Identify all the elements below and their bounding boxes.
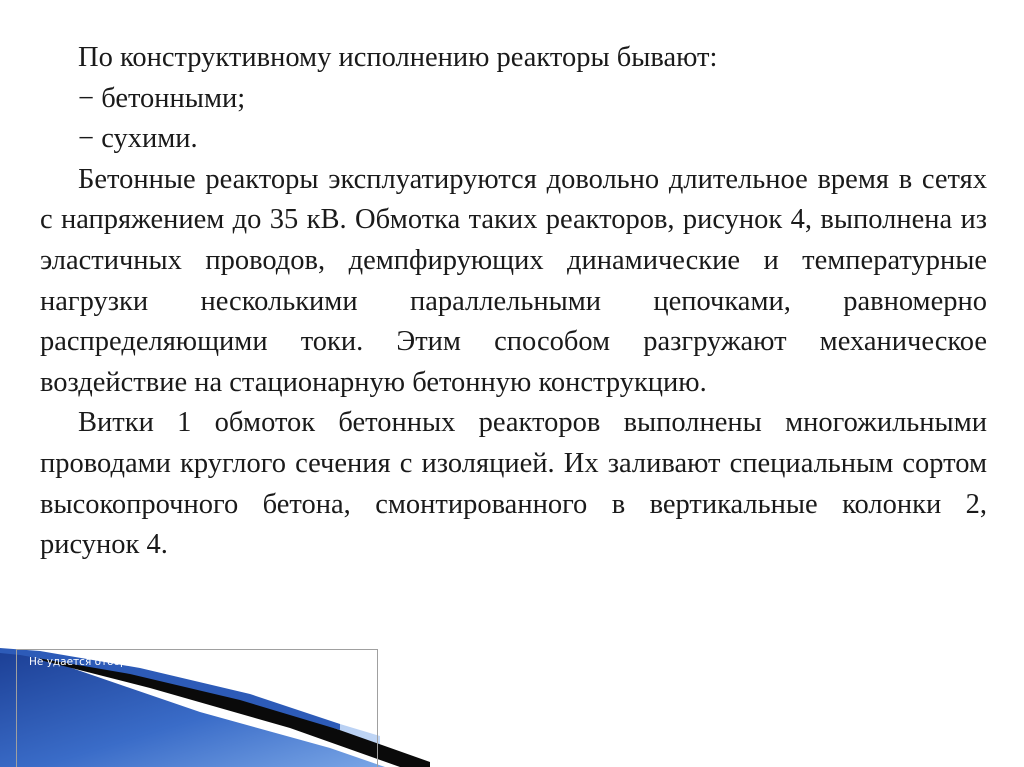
paragraph-concrete-reactors: Бетонные реакторы эксплуатируются довольно длительное время в сетях с напряжением до 35 кВ. Обмотка таких реакторов, рисунок 4, выполнена из эластичных проводов, демпфирующих динамические и температурные нагрузки несколькими параллельными цепочками, равномерно распределяющими токи. Этим способом разгружают механическое воздействие на стационарную бетонную конструкцию. xyxy=(40,163,987,398)
paragraph-winding-turns: Витки 1 обмоток бетонных реакторов выполнены многожильными проводами круглого сечения с изоляцией. Их заливают специальным сортом высокопрочного бетона, смонтированного в вертикальные колонки 2, рисунок 4. xyxy=(40,407,987,561)
broken-image-placeholder xyxy=(16,649,378,767)
slide-text xyxy=(40,38,987,566)
list-item-concrete: − бетонными; xyxy=(78,82,246,114)
broken-image-message: Не удается отобразить рисунок. xyxy=(29,656,210,668)
paragraph-intro: По конструктивному исполнению реакторы бывают: xyxy=(78,42,718,73)
list-item-dry: − сухими. xyxy=(78,123,198,155)
